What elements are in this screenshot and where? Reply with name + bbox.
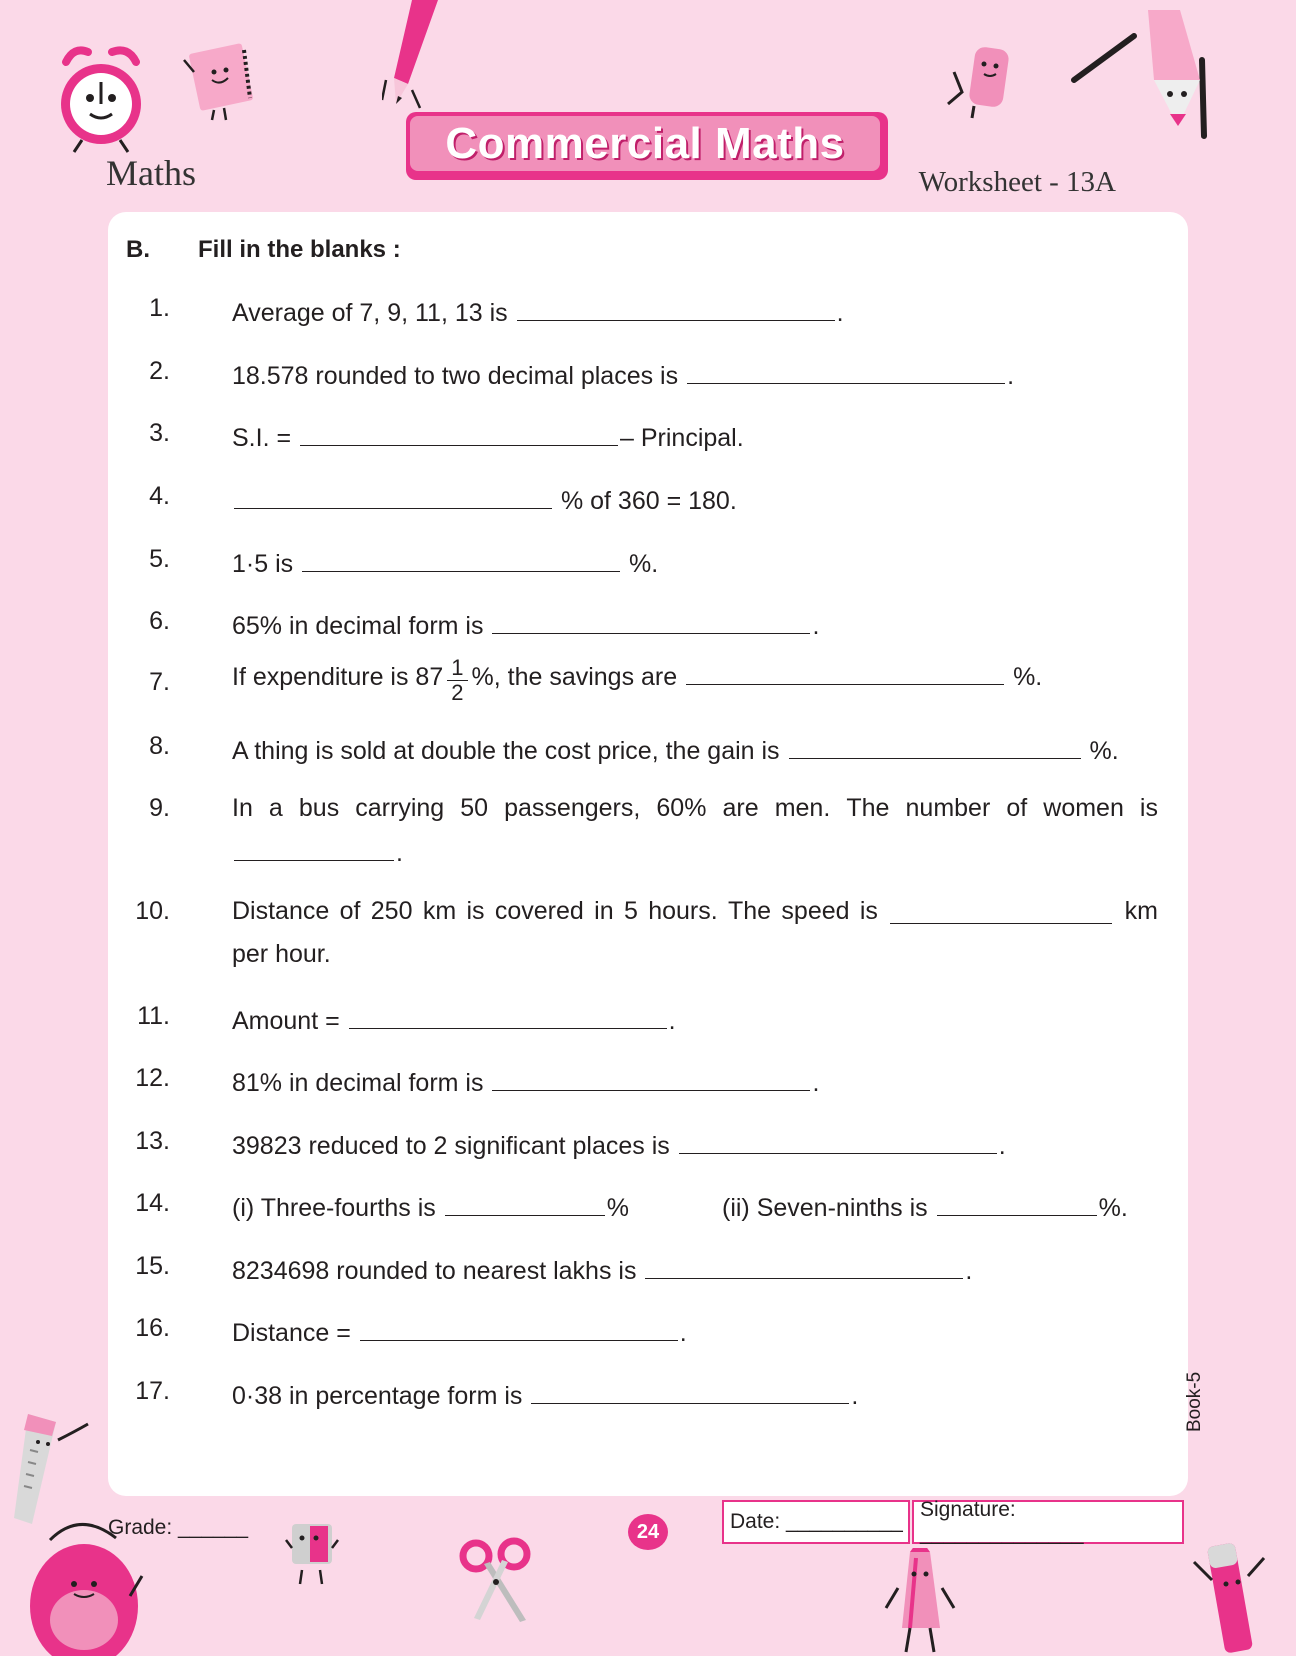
word: 50 [460,794,489,822]
answer-blank[interactable] [300,419,618,446]
question-text: 0·38 in percentage form is [232,1382,523,1410]
question-number: 7. [149,668,170,696]
word: of [339,897,361,925]
worksheet-number: Worksheet - 13A [918,166,1116,198]
question-suffix: %. [629,550,659,578]
answer-blank[interactable] [492,607,810,634]
scissors-icon [456,1536,536,1624]
question-text: 8234698 rounded to nearest lakhs is [232,1257,637,1285]
question-number: 5. [149,545,170,573]
word: 250 [370,897,413,925]
word: km [422,897,457,925]
word: The [728,897,772,925]
word: a [268,794,283,822]
word: carrying [355,794,445,822]
question-number: 2. [149,357,170,385]
fraction-denominator: 2 [451,680,464,705]
answer-blank-part-ii[interactable] [937,1189,1097,1216]
question-suffix: . [812,1069,820,1097]
question-suffix: . [998,1132,1006,1160]
page-number: 24 [628,1514,668,1550]
question-text: If expenditure is 87 [232,663,444,692]
question-number: 9. [149,794,170,822]
word: is [859,897,878,925]
word: women [1043,794,1124,822]
answer-blank[interactable] [679,1127,997,1154]
question-number: 12. [135,1064,170,1092]
grade-field[interactable]: Grade: ______ [108,1516,249,1539]
word: men. [774,794,831,822]
question-suffix: – Principal. [620,424,744,452]
section-letter: B. [126,236,150,263]
question-text-part-ii: (ii) Seven-ninths is [722,1194,928,1222]
question-suffix: . [965,1257,973,1285]
fraction [447,656,467,705]
title-banner [406,112,888,180]
question-suffix: . [851,1382,859,1410]
alarm-clock-icon [52,40,148,158]
question-suffix: %. [1013,663,1043,692]
subject-label: Maths [106,153,196,193]
question-suffix-part-i: % [606,1194,629,1222]
question-number: 3. [149,419,170,447]
question-number: 1. [149,294,170,322]
word: of [1006,794,1028,822]
answer-blank-part-i[interactable] [445,1189,605,1216]
section-title: Fill in the blanks : [198,236,401,263]
pencil-icon [382,0,444,112]
question-text: S.I. = [232,424,292,452]
word: are [722,794,759,822]
content-panel [108,212,1188,1496]
word: in [594,897,614,925]
question-text [232,794,1158,823]
word: number [905,794,991,822]
answer-blank[interactable] [234,482,552,509]
fraction-numerator: 1 [447,656,467,681]
question-text: 1·5 is [232,550,294,578]
question-number: 13. [135,1127,170,1155]
answer-blank[interactable] [517,294,835,321]
word: is [466,897,485,925]
question-text: 81% in decimal form is [232,1069,484,1097]
question-text: 65% in decimal form is [232,612,484,640]
question-suffix: . [1007,362,1015,390]
question-number: 6. [149,607,170,635]
answer-blank[interactable] [789,732,1081,759]
answer-blank[interactable] [645,1252,963,1279]
title-banner-inner [410,116,880,171]
word: is [1139,794,1158,822]
question-number: 14. [135,1189,170,1217]
word: The [846,794,890,822]
question-number: 16. [135,1314,170,1342]
answer-blank[interactable] [360,1314,678,1341]
crayon-character-icon [884,1548,956,1654]
question-text: Average of 7, 9, 11, 13 is [232,299,508,327]
word: covered [494,897,584,925]
question-suffix: . [668,1007,676,1035]
question-text: Amount = [232,1007,340,1035]
answer-blank[interactable] [890,897,1112,924]
word: passengers, [504,794,641,822]
question-number: 10. [135,897,170,925]
question-text: Distance = [232,1319,351,1347]
answer-blank[interactable] [687,357,1005,384]
question-suffix: % of 360 = 180. [560,487,737,515]
question-suffix-part-ii: %. [1098,1194,1128,1222]
word: speed [781,897,850,925]
question-text-part-i: (i) Three-fourths is [232,1194,436,1222]
signature-field[interactable]: Signature: ______________ [912,1500,1184,1544]
question-suffix: . [396,839,403,867]
question-number: 17. [135,1377,170,1405]
question-number: 4. [149,482,170,510]
question-10 [108,897,1188,977]
question-suffix: . [679,1319,687,1347]
notepad-icon [178,42,260,122]
sharpener-icon [284,1520,344,1590]
question-suffix: %. [1089,737,1119,765]
word: 60% [656,794,707,822]
word: km [1124,897,1158,925]
answer-blank[interactable] [302,545,620,572]
question-text: 18.578 rounded to two decimal places is [232,362,679,390]
question-number: 11. [137,1002,170,1030]
question-text-line-2: per hour. [232,940,331,968]
eraser-icon [944,42,1024,122]
answer-blank[interactable] [492,1064,810,1091]
worksheet-title: Commercial Maths [445,118,845,168]
question-suffix: . [836,299,844,327]
word: bus [298,794,340,822]
pencil-character-icon [1070,10,1210,140]
word: In [232,794,253,822]
question-text: 39823 reduced to 2 significant places is [232,1132,670,1160]
word: Distance [232,897,330,925]
answer-blank[interactable] [531,1377,849,1404]
answer-blank[interactable] [686,658,1004,685]
question-suffix: . [812,612,820,640]
question-number: 15. [135,1252,170,1280]
question-text: A thing is sold at double the cost price, the gain is [232,737,780,765]
pen-character-icon [1190,1540,1270,1656]
question-text [232,897,1158,926]
backpack-icon [20,1510,150,1656]
question-9 [108,794,1188,874]
book-label: Book-5 [1184,1371,1205,1432]
word: hours. [648,897,718,925]
date-field[interactable]: Date: __________ [722,1500,910,1544]
question-number: 8. [149,732,170,760]
answer-blank[interactable] [349,1002,667,1029]
word: 5 [623,897,638,925]
question-text-continued: %, the savings are [471,663,678,692]
answer-blank[interactable] [234,834,394,861]
